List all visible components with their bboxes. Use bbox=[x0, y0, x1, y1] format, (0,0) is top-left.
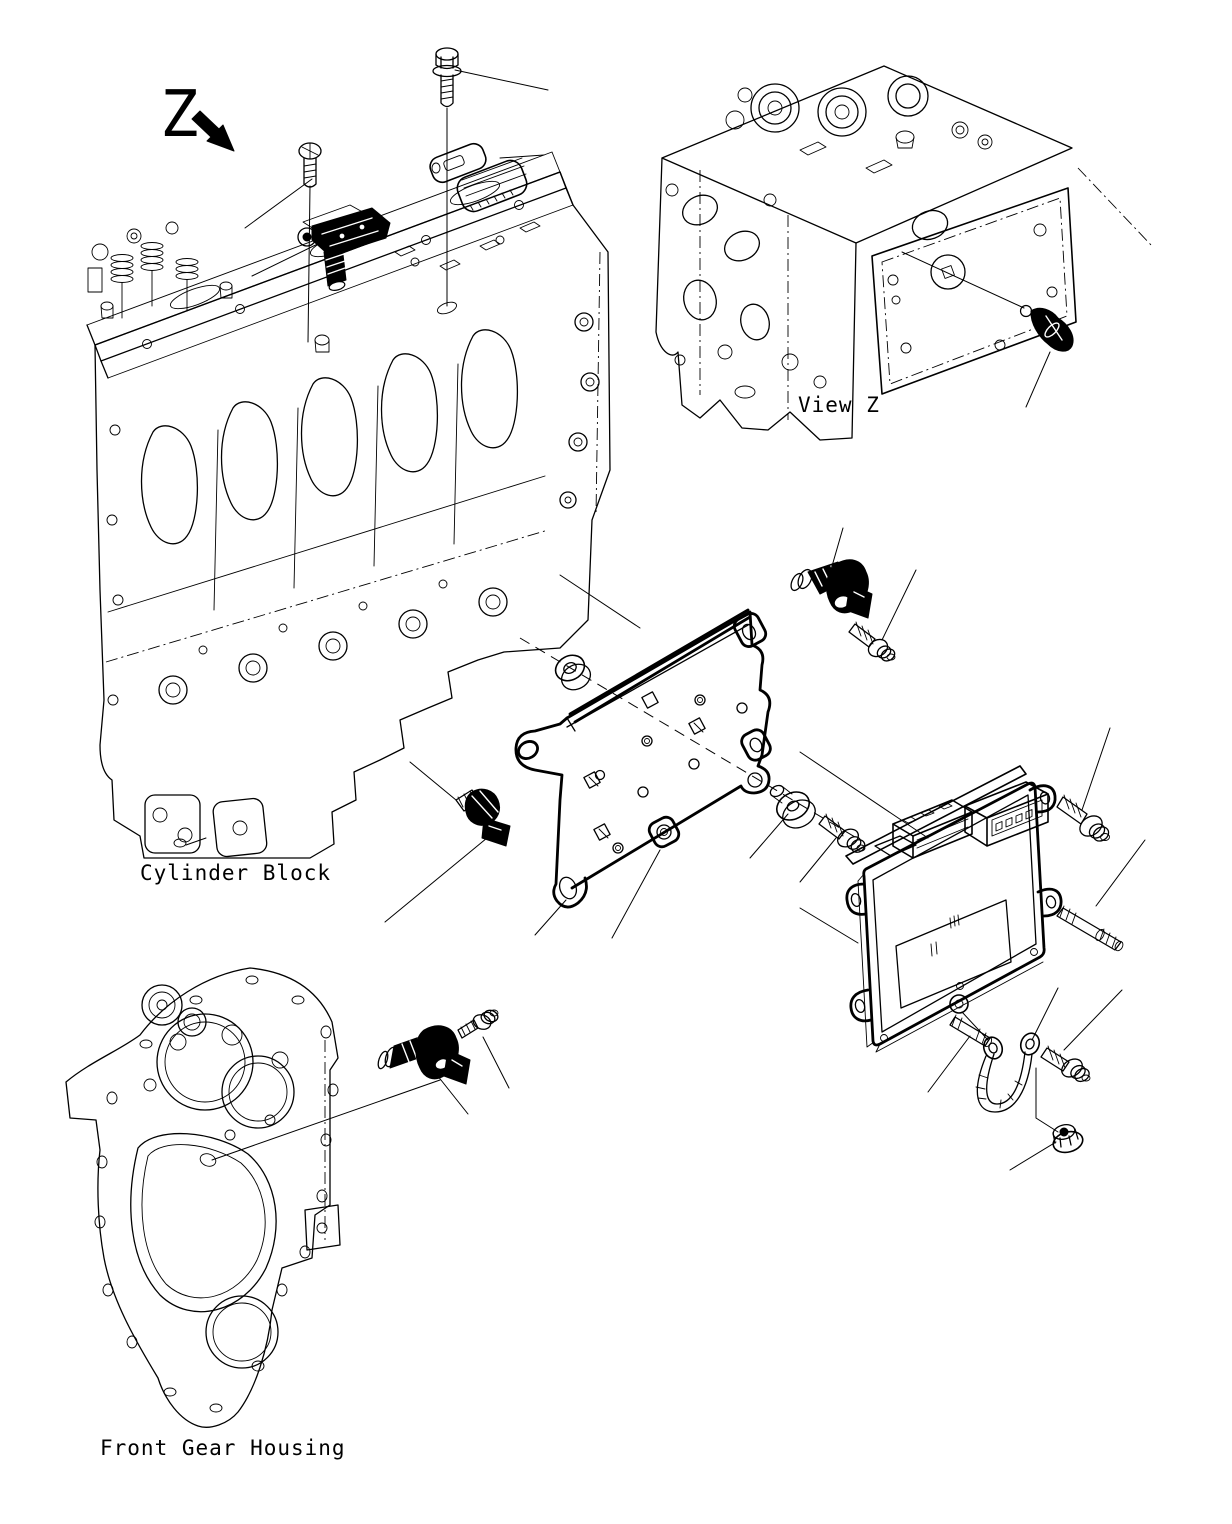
view-z-label: View Z bbox=[798, 393, 880, 417]
pressure-sensor bbox=[298, 205, 390, 292]
temperature-sensor bbox=[1021, 306, 1074, 352]
hex-flange-bolt-top bbox=[433, 48, 461, 107]
flange-nut bbox=[1051, 1122, 1085, 1155]
ecu-mounting-bracket bbox=[515, 610, 773, 907]
rubber-grommet-lower bbox=[768, 783, 820, 833]
head-left-face bbox=[666, 170, 826, 420]
head-gasket-plate bbox=[872, 168, 1152, 394]
crankshaft-speed-sensor bbox=[376, 1026, 470, 1084]
ecu-bolt-lower bbox=[1041, 1046, 1092, 1084]
z-view-marker bbox=[160, 78, 234, 152]
engine-control-unit bbox=[846, 766, 1061, 1052]
core-plugs bbox=[159, 580, 507, 704]
ecu-stud-upper bbox=[1057, 906, 1125, 952]
crankshaft-sensor-bolt bbox=[458, 1008, 499, 1038]
cylinder-block bbox=[87, 152, 610, 858]
camshaft-sensor-bolt bbox=[849, 622, 897, 663]
block-face-windows bbox=[142, 330, 518, 610]
ground-strap bbox=[976, 1031, 1042, 1112]
front-gear-housing-label: Front Gear Housing bbox=[100, 1436, 346, 1460]
oil-pressure-sensor bbox=[456, 789, 510, 846]
z-label: Z bbox=[160, 78, 199, 152]
front-gear-housing bbox=[66, 968, 340, 1427]
deck-bolt bbox=[315, 335, 329, 352]
rubber-grommet-upper bbox=[551, 650, 595, 694]
cylinder-block-label: Cylinder Block bbox=[140, 861, 332, 885]
block-end-face bbox=[560, 252, 600, 515]
mounting-feet bbox=[145, 795, 268, 857]
camshaft-speed-sensor bbox=[789, 560, 872, 618]
valve-springs bbox=[726, 76, 992, 173]
ecu-stud-lower bbox=[950, 1015, 993, 1048]
